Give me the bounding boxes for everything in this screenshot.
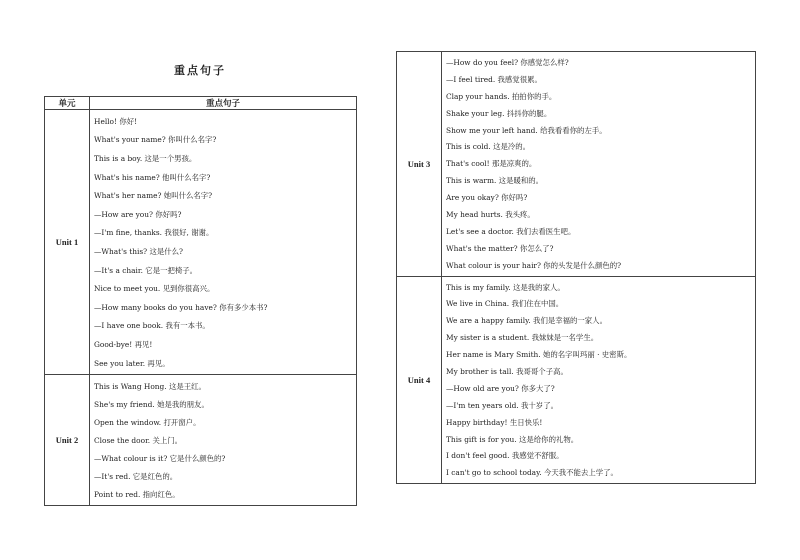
sentence-item: We live in China. 我们住在中国。 (446, 299, 564, 309)
sentence-item: —I have one book. 我有一本书。 (94, 321, 210, 331)
sentence-item: This is cold. 这是冷的。 (446, 142, 531, 152)
sentence-item: This gift is for you. 这是给你的礼物。 (446, 434, 579, 444)
sentence-item: Let's see a doctor. 我们去看医生吧。 (446, 226, 576, 236)
table-header-row (45, 97, 357, 110)
sentence-item: That's cool! 那是凉爽的。 (446, 159, 537, 169)
unit-row (397, 276, 756, 484)
sentence-item: I can't go to school today. 今天我不能去上学了。 (446, 468, 618, 478)
sentence-item: What's your name? 你叫什么名字? (94, 135, 217, 145)
sentence-item: What colour is your hair? 你的头发是什么颜色的? (446, 260, 622, 270)
sentence-item: Clap your hands. 拍拍你的手。 (446, 91, 557, 101)
sentence-item: —What colour is it? 它是什么颜色的? (94, 453, 226, 463)
sentence-item: Her name is Mary Smith. 她的名字叫玛丽 · 史密斯。 (446, 350, 632, 360)
unit-row (45, 110, 357, 375)
sentence-item: My sister is a student. 我妹妹是一名学生。 (446, 333, 599, 343)
sentence-item: Show me your left hand. 给我看看你的左手。 (446, 125, 607, 135)
unit-label: Unit 4 (397, 276, 442, 484)
sentence-item: Shake your leg. 抖抖你的腿。 (446, 108, 552, 118)
sentence-item: Nice to meet you. 见到你很高兴。 (94, 284, 215, 294)
sentence-item: What's her name? 她叫什么名字? (94, 191, 213, 201)
sentence-item: Close the door. 关上门。 (94, 435, 183, 445)
sentence-item: What's the matter? 你怎么了? (446, 243, 554, 253)
unit-row (397, 52, 756, 277)
sentence-item: —How are you? 你好吗? (94, 209, 182, 219)
sentence-item: —How many books do you have? 你有多少本书? (94, 302, 268, 312)
sentence-item: Good-bye! 再见! (94, 339, 153, 349)
header-unit: 单元 (45, 97, 90, 110)
sentence-item: —How old are you? 你多大了? (446, 383, 555, 393)
unit-label: Unit 3 (397, 52, 442, 277)
sentence-item: Happy birthday! 生日快乐! (446, 417, 543, 427)
sentence-item: This is Wang Hong. 这是王红。 (94, 381, 206, 391)
header-sentences: 重点句子 (90, 97, 357, 110)
sentence-list (442, 276, 756, 484)
sentence-item: —I'm fine, thanks. 我很好, 谢谢。 (94, 228, 214, 238)
sentence-item: —It's red. 它是红色的。 (94, 471, 178, 481)
sentence-item: My brother is tall. 我哥哥个子高。 (446, 366, 568, 376)
unit-label: Unit 1 (45, 110, 90, 375)
sentence-item: This is warm. 这是暖和的。 (446, 176, 544, 186)
page-title: 重点句子 (174, 64, 226, 77)
sentence-list (442, 52, 756, 277)
sentence-item: Open the window. 打开窗户。 (94, 417, 201, 427)
sentence-item: Are you okay? 你好吗? (446, 193, 528, 203)
sentence-item: This is a boy. 这是一个男孩。 (94, 153, 197, 163)
sentence-item: This is my family. 这是我的家人。 (446, 282, 565, 292)
sentence-item: —What's this? 这是什么? (94, 246, 184, 256)
unit-label: Unit 2 (45, 375, 90, 506)
unit-row (45, 375, 357, 506)
sentence-item: We are a happy family. 我们是幸福的一家人。 (446, 316, 607, 326)
sentence-item: My head hurts. 我头疼。 (446, 209, 535, 219)
sentence-item: Point to red. 指向红色。 (94, 489, 180, 499)
sentence-item: —It's a chair. 它是一把椅子。 (94, 265, 198, 275)
sentence-item: See you later. 再见。 (94, 358, 170, 368)
left-sentence-table (44, 96, 357, 506)
sentence-item: —I'm ten years old. 我十岁了。 (446, 400, 558, 410)
sentence-item: Hello! 你好! (94, 116, 138, 126)
sentence-list (90, 375, 357, 506)
sentence-item: —How do you feel? 你感觉怎么样? (446, 57, 569, 67)
sentence-item: What's his name? 他叫什么名字? (94, 172, 211, 182)
right-sentence-table (396, 51, 756, 484)
sentence-list (90, 110, 357, 375)
sentence-item: —I feel tired. 我感觉很累。 (446, 74, 542, 84)
sentence-item: I don't feel good. 我感觉不舒服。 (446, 451, 564, 461)
sentence-item: She's my friend. 她是我的朋友。 (94, 399, 209, 409)
